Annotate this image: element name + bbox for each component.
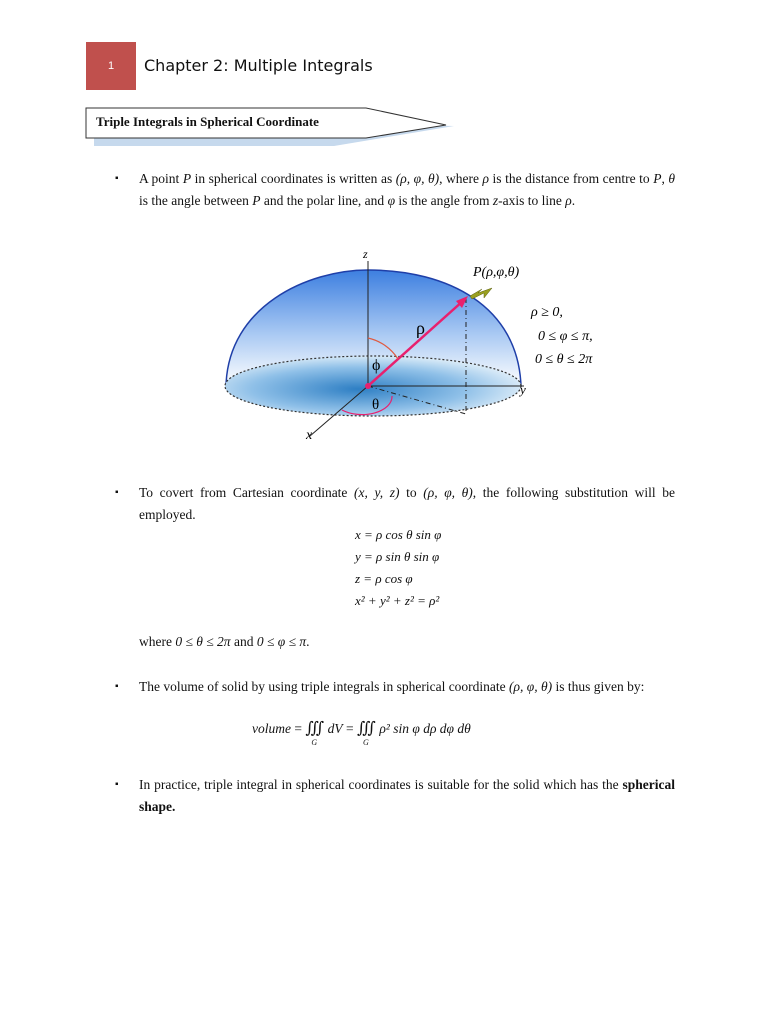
math-z: z: [492, 193, 499, 208]
bullet-marker: ▪: [115, 487, 119, 498]
math-coords: (ρ, φ, θ): [509, 679, 553, 694]
point-label: P(ρ,φ,θ): [473, 265, 520, 280]
origin-point: [365, 383, 371, 389]
text: given by:: [593, 679, 645, 694]
bullet-marker: ▪: [115, 681, 119, 692]
text: is thus: [552, 679, 591, 694]
formula-equals: =: [346, 721, 354, 736]
text: A point: [139, 171, 183, 186]
page-number-badge: [86, 42, 136, 90]
text: will be employed.: [139, 485, 675, 522]
integral-symbol: ∭: [357, 720, 376, 737]
bold-text: spherical shape.: [139, 777, 676, 814]
text: To covert from Cartesian coordinate: [139, 485, 355, 500]
text: -axis: [498, 193, 525, 208]
math-phi: φ: [387, 193, 396, 208]
triple-integral-sign: [305, 718, 325, 747]
equation-x: x = ρ cos θ sin φ: [355, 527, 442, 542]
formula-equals: =: [294, 721, 302, 736]
y-axis-label: y: [520, 382, 526, 397]
text: , the following substitution: [472, 485, 629, 500]
text: where: [139, 634, 176, 649]
text: and the polar line, and: [260, 193, 388, 208]
math-P: P: [252, 193, 261, 208]
text: is the distance from: [489, 171, 600, 186]
text: The volume of solid by using triple integrals in spherical coordinate: [139, 679, 510, 694]
condition-phi: 0 ≤ φ ≤ π,: [538, 329, 593, 344]
integral-symbol: ∭: [305, 720, 325, 737]
spherical-coordinates-figure: [218, 246, 638, 446]
text: in spherical coordinates is written as: [191, 171, 396, 186]
triple-integral-sign: [357, 718, 376, 747]
page-number: 1: [107, 60, 115, 72]
practice-paragraph: [139, 774, 675, 818]
math-phi-range: 0 ≤ φ ≤ π: [256, 634, 307, 649]
equation-z: z = ρ cos φ: [355, 571, 413, 586]
condition-theta: 0 ≤ θ ≤ 2π: [535, 352, 593, 367]
condition-rho: ρ ≥ 0,: [531, 305, 563, 320]
text: .: [306, 634, 310, 649]
math-P: P: [182, 171, 192, 186]
section-title: Triple Integrals in Spherical Coordinate: [96, 114, 319, 129]
text: is the angle between: [139, 193, 253, 208]
point-pointer-arrow: [470, 288, 492, 299]
math-rho: ρ: [565, 193, 572, 208]
region-G: G: [363, 738, 369, 747]
text: , where: [439, 171, 483, 186]
theta-label: θ: [372, 397, 380, 413]
math-P: P: [653, 171, 662, 186]
bullet-marker: ▪: [115, 779, 119, 790]
chapter-title: Chapter 2: Multiple Integrals: [144, 56, 373, 75]
math-coords: (ρ, φ, θ): [395, 171, 440, 186]
formula-volume: volume: [252, 721, 291, 736]
formula-integrand: ρ² sin φ dρ dφ dθ: [379, 721, 471, 736]
math-theta-range: 0 ≤ θ ≤ 2π: [175, 634, 231, 649]
formula-dV: dV: [327, 721, 343, 736]
equation-sum-squares: x² + y² + z² = ρ²: [355, 593, 440, 608]
text: to: [399, 485, 424, 500]
text: is the angle from: [395, 193, 493, 208]
equation-y: y = ρ sin θ sin φ: [355, 549, 440, 564]
x-axis-label: x: [306, 428, 313, 443]
conversion-paragraph: [139, 482, 675, 526]
region-G: G: [311, 738, 318, 747]
math-cartesian: (x, y, z): [354, 485, 400, 500]
phi-label: ϕ: [372, 357, 381, 374]
range-statement: [139, 634, 310, 650]
math-spherical: (ρ, φ, θ): [423, 485, 473, 500]
text: the: [602, 777, 623, 792]
text: .: [571, 193, 576, 208]
text: to line: [527, 193, 566, 208]
z-axis-label: z: [363, 247, 368, 261]
math-theta: θ: [668, 171, 675, 186]
bullet-marker: ▪: [115, 173, 119, 184]
text: and: [230, 634, 257, 649]
volume-paragraph: [139, 676, 675, 698]
text: In practice, triple integral in spherical coordinates is suitable for the solid which has: [139, 777, 599, 792]
math-rho: ρ: [482, 171, 490, 186]
point-definition-paragraph: [139, 168, 675, 212]
text: ,: [661, 171, 669, 186]
rho-label: ρ: [416, 318, 425, 338]
text: centre to: [602, 171, 654, 186]
volume-formula: [252, 718, 471, 747]
